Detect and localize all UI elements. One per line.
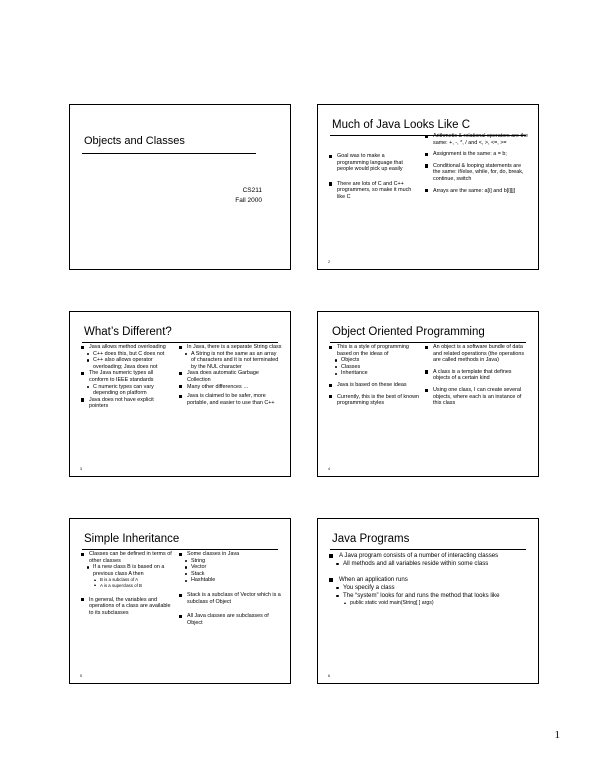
third-level-bullet: A is a superclass of B	[80, 583, 174, 589]
sub-bullet: Inheritance	[328, 370, 420, 377]
bullet: Classes can be defined in terms of other classes	[80, 551, 174, 564]
bullet: All Java classes are subclasses of Object	[178, 613, 282, 626]
title-rule	[330, 342, 526, 343]
sub-bullet: All methods and all variables reside within some class	[328, 560, 528, 568]
slide-number: 5	[80, 674, 82, 678]
left-column	[80, 551, 174, 616]
slide-number: 4	[328, 467, 330, 471]
bullet: Conditional & looping statements are the same: if/else, while, for, do, break, continue, switch	[424, 163, 530, 183]
slide-4	[317, 311, 539, 477]
slide-number: 2	[328, 260, 330, 264]
sub-bullet: The “system” looks for and runs the method that looks like	[328, 592, 528, 600]
sub-bullet: Objects	[328, 357, 420, 364]
bullet: Currently, this is the best of known programming styles	[328, 394, 420, 407]
bullet: A class is a template that defines objects of a certain kind	[424, 369, 530, 382]
bullet: This is a style of programming based on the ideas of	[328, 344, 420, 357]
sub-bullet: Hashtable	[178, 577, 282, 584]
title-rule	[82, 549, 278, 550]
bullet: Java is claimed to be safer, more portable, and easier to use than C++	[178, 393, 282, 406]
bullet: Java does not have explicit pointers	[80, 397, 174, 410]
bullet: Java allows method overloading	[80, 344, 174, 351]
left-column	[80, 344, 174, 410]
sub-bullet: String	[178, 558, 282, 565]
third-level-bullet: B is a subclass of A	[80, 577, 174, 583]
slide-number: 3	[80, 467, 82, 471]
slide-title: What’s Different?	[84, 326, 172, 338]
slide-title: Much of Java Looks Like C	[332, 119, 471, 131]
bullet: Assignment is the same: a = b;	[424, 151, 530, 158]
bullet: A Java program consists of a number of interacting classes	[328, 552, 528, 560]
bullet: Arithmetic & relational operators are the same: +, -, *, / and <, >, <=, >=	[424, 133, 530, 146]
bullet: Java does automatic Garbage Collection	[178, 370, 282, 383]
bullet: Some classes in Java	[178, 551, 282, 558]
right-column	[424, 133, 530, 194]
bullet: Java is based on these ideas	[328, 382, 420, 389]
bullet: In Java, there is a separate String class	[178, 344, 282, 351]
slide-3	[69, 311, 291, 477]
sub-bullet: Vector	[178, 564, 282, 571]
bullet: Using one class, I can create several objects, where each is an instance of this class	[424, 387, 530, 407]
term-label: Fall 2000	[235, 197, 262, 204]
bullet: There are lots of C and C++ programmers, so make it much like C	[328, 181, 416, 201]
title-rule	[82, 342, 278, 343]
slide-title: Simple Inheritance	[84, 533, 180, 545]
sub-bullet: Classes	[328, 364, 420, 371]
left-column	[328, 344, 420, 407]
slide-number: 6	[328, 674, 330, 678]
sub-bullet: If a new class B is based on a previous class A then	[80, 564, 174, 577]
slide-title: Java Programs	[332, 533, 410, 545]
page-number: 1	[554, 729, 560, 741]
title-rule	[82, 153, 256, 154]
slide-title: Objects and Classes	[84, 135, 185, 147]
bullet: Arrays are the same: a[i] and b[i][j]	[424, 188, 530, 195]
bullet: Many other differences …	[178, 384, 282, 391]
slide-1	[69, 104, 291, 270]
sub-bullet: A String is not the same as an array of characters and it is not terminated by the NUL character	[178, 351, 282, 371]
right-column	[178, 551, 282, 626]
sub-bullet: Stack	[178, 571, 282, 578]
course-label: CS211	[242, 187, 262, 194]
bullet: Goal was to make a programming language that people would pick up easily	[328, 153, 416, 173]
third-level-bullet: public static void main(String[ ] args)	[328, 600, 528, 607]
slide-2	[317, 104, 539, 270]
bullet: An object is a software bundle of data and related operations (the operations are called methods in Java)	[424, 344, 530, 364]
bullet: The Java numeric types all conform to IEEE standards	[80, 370, 174, 383]
left-column	[328, 153, 416, 201]
sub-bullet: C numeric types can vary depending on platform	[80, 384, 174, 397]
bullet: In general, the variables and operations of a class are available to its subclasses	[80, 597, 174, 617]
slide-title: Object Oriented Programming	[332, 326, 485, 338]
right-column	[424, 344, 530, 407]
body-column	[328, 552, 528, 607]
title-rule	[330, 549, 526, 550]
slide-6	[317, 518, 539, 684]
sub-bullet: C++ does this, but C does not	[80, 351, 174, 358]
right-column	[178, 344, 282, 406]
sub-bullet: You specify a class	[328, 584, 528, 592]
slide-5	[69, 518, 291, 684]
bullet: When an application runs	[328, 576, 528, 584]
bullet: Stack is a subclass of Vector which is a subclass of Object	[178, 592, 282, 605]
sub-bullet: C++ also allows operator overloading; Java does not	[80, 357, 174, 370]
